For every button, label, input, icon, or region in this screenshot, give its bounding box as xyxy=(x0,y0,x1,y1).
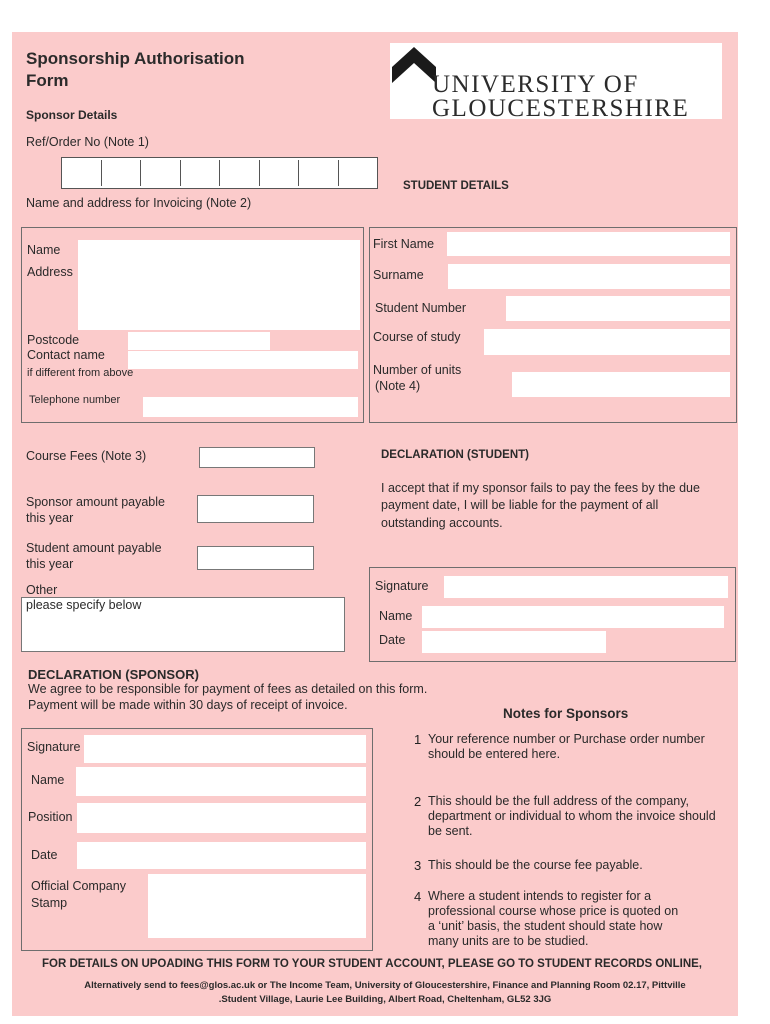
logo-line-1: UNIVERSITY OF xyxy=(432,71,639,98)
note-4-line-2: professional course whose price is quoted on xyxy=(428,904,679,918)
footer-address-line-1: Alternatively send to fees@glos.ac.uk or The Income Team, University of Gloucestershire, Finance and Planning Room 02.17, Pittville xyxy=(84,980,686,991)
units-label-line-2: (Note 4) xyxy=(375,379,421,393)
ref-digit-cell[interactable] xyxy=(62,160,102,186)
student-signature-label: Signature xyxy=(375,579,429,593)
sponsor-details-heading: Sponsor Details xyxy=(26,108,118,122)
ref-order-input[interactable] xyxy=(61,157,378,189)
footer-address-line-2: .Student Village, Laurie Lee Building, Albert Road, Cheltenham, GL52 3JG xyxy=(218,994,552,1005)
declaration-student-line-2: payment date, I will be liable for the payment of all xyxy=(381,498,659,512)
course-of-study-label: Course of study xyxy=(373,330,461,344)
student-amount-field[interactable] xyxy=(197,546,314,570)
declaration-sponsor-line-2: Payment will be made within 30 days of receipt of invoice. xyxy=(28,698,348,712)
footer-upload-instructions: FOR DETAILS ON UPOADING THIS FORM TO YOUR STUDENT ACCOUNT, PLEASE GO TO STUDENT RECORDS ONLINE, xyxy=(42,958,703,970)
sponsor-name-address-field[interactable] xyxy=(78,240,360,330)
student-amount-label-1: Student amount payable xyxy=(26,541,162,555)
sponsor-amount-label-1: Sponsor amount payable xyxy=(26,495,165,509)
student-name-label: Name xyxy=(379,609,413,623)
sponsor-amount-label-2: this year xyxy=(26,511,74,525)
note-2-line-3: be sent. xyxy=(428,824,473,838)
note-4 xyxy=(428,889,678,949)
note-4-number: 4 xyxy=(414,889,422,904)
logo-chevron-icon xyxy=(392,45,436,85)
student-declaration-name-field[interactable] xyxy=(422,606,724,628)
student-amount-label-2: this year xyxy=(26,557,74,571)
sponsor-name-label: Name xyxy=(27,243,61,257)
first-name-label: First Name xyxy=(373,237,435,251)
student-details-heading: STUDENT DETAILS xyxy=(403,180,509,192)
ref-digit-cell[interactable] xyxy=(220,160,260,186)
footer-address xyxy=(0,979,770,1007)
position-label: Position xyxy=(28,810,73,824)
note-2-line-2: department or individual to whom the invoice should xyxy=(428,809,716,823)
sponsor-signature-label: Signature xyxy=(27,740,81,754)
ref-digit-cell[interactable] xyxy=(260,160,300,186)
logo-line-2: GLOUCESTERSHIRE xyxy=(432,95,690,122)
note-4-line-1: Where a student intends to register for a xyxy=(428,889,652,903)
note-3-number: 3 xyxy=(414,858,422,873)
ref-order-label: Ref/Order No (Note 1) xyxy=(26,135,149,149)
student-signature-field[interactable] xyxy=(444,576,728,598)
stamp-label-1: Official Company xyxy=(31,879,126,893)
sponsor-declaration-name-field[interactable] xyxy=(76,767,366,796)
contact-name-field[interactable] xyxy=(128,351,358,369)
sponsor-name-label-2: Name xyxy=(31,773,65,787)
sponsor-amount-field[interactable] xyxy=(197,495,314,523)
telephone-label: Telephone number xyxy=(29,394,121,406)
note-2-number: 2 xyxy=(414,794,422,809)
student-date-field[interactable] xyxy=(422,631,606,653)
declaration-student-heading: DECLARATION (STUDENT) xyxy=(381,449,529,461)
course-of-study-field[interactable] xyxy=(484,329,730,355)
note-2 xyxy=(428,794,716,839)
student-number-label: Student Number xyxy=(375,301,467,315)
declaration-student-line-3: outstanding accounts. xyxy=(381,516,503,530)
note-1-line-2: should be entered here. xyxy=(428,747,561,761)
note-3 xyxy=(428,858,643,873)
ref-digit-cell[interactable] xyxy=(141,160,181,186)
note-2-line-1: This should be the full address of the company, xyxy=(428,794,690,808)
telephone-field[interactable] xyxy=(143,397,358,417)
postcode-field[interactable] xyxy=(128,332,270,350)
declaration-sponsor-line-1: We agree to be responsible for payment of fees as detailed on this form. xyxy=(28,682,428,696)
university-logo xyxy=(390,43,722,122)
postcode-label: Postcode xyxy=(27,333,80,347)
surname-label: Surname xyxy=(373,268,424,282)
please-specify-label: please specify below xyxy=(26,598,142,612)
declaration-sponsor-heading: DECLARATION (SPONSOR) xyxy=(28,667,199,682)
position-field[interactable] xyxy=(77,803,366,833)
note-1-number: 1 xyxy=(414,732,422,747)
note-1 xyxy=(428,732,705,762)
units-label-line-1: Number of units xyxy=(373,363,462,377)
title-line-2: Form xyxy=(26,71,69,90)
course-fees-label: Course Fees (Note 3) xyxy=(26,449,147,463)
stamp-label-2: Stamp xyxy=(31,896,68,910)
ref-digit-cell[interactable] xyxy=(102,160,142,186)
note-1-line-1: Your reference number or Purchase order number xyxy=(428,732,705,746)
other-label: Other xyxy=(26,583,58,597)
student-date-label: Date xyxy=(379,633,406,647)
surname-field[interactable] xyxy=(448,264,730,289)
ref-digit-cell[interactable] xyxy=(181,160,221,186)
if-different-label: if different from above xyxy=(27,367,134,379)
note-4-line-3: a ‘unit’ basis, the student should state how xyxy=(428,919,663,933)
ref-digit-cell[interactable] xyxy=(299,160,339,186)
sponsor-signature-field[interactable] xyxy=(84,735,366,763)
course-fees-field[interactable] xyxy=(199,447,315,468)
company-stamp-field[interactable] xyxy=(148,874,366,938)
note-3-line-1: This should be the course fee payable. xyxy=(428,858,643,872)
declaration-student-line-1: I accept that if my sponsor fails to pay the fees by the due xyxy=(381,481,700,495)
sponsor-date-label: Date xyxy=(31,848,58,862)
number-of-units-field[interactable] xyxy=(512,372,730,397)
contact-name-label: Contact name xyxy=(27,348,105,362)
note-4-line-4: many units are to be studied. xyxy=(428,934,589,948)
student-number-field[interactable] xyxy=(506,296,730,321)
first-name-field[interactable] xyxy=(447,232,730,256)
notes-heading: Notes for Sponsors xyxy=(503,706,629,721)
ref-digit-cell[interactable] xyxy=(339,160,378,186)
sponsor-address-label: Address xyxy=(27,265,73,279)
form-title xyxy=(26,48,244,92)
invoice-label: Name and address for Invoicing (Note 2) xyxy=(26,196,252,210)
title-line-1: Sponsorship Authorisation xyxy=(26,49,245,68)
sponsor-date-field[interactable] xyxy=(77,842,366,869)
